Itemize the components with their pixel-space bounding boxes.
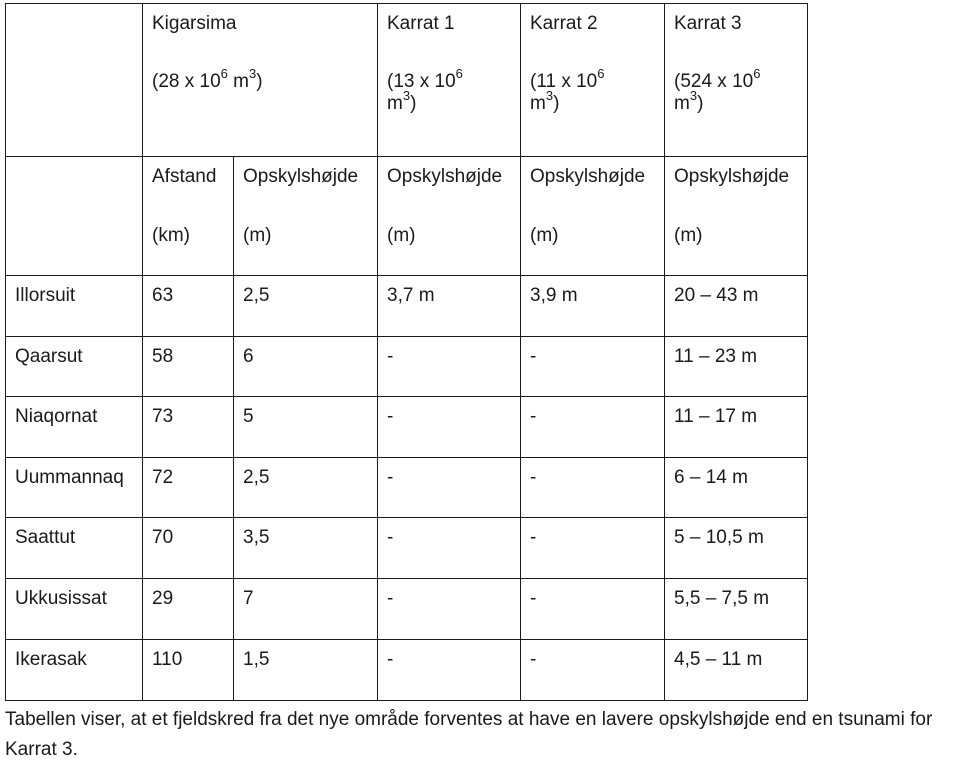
table-row: [6, 640, 808, 701]
karrat-1-runup: 3,7 m: [378, 276, 521, 337]
header-kigarsima: [143, 4, 378, 157]
subheader-runup-kigarsima: Opskylshøjde (m): [234, 157, 378, 276]
karrat-2-runup: -: [521, 397, 665, 458]
distance-value: 110: [143, 640, 234, 701]
header-karrat-1: [378, 4, 521, 157]
karrat-2-runup: -: [521, 458, 665, 518]
karrat-3-title: Karrat 3: [674, 13, 742, 34]
subheader-runup-karrat-3: Opskylshøjde (m): [665, 157, 808, 276]
kigarsima-runup: 1,5: [234, 640, 378, 701]
distance-value: 29: [143, 579, 234, 640]
place-name: Illorsuit: [6, 276, 143, 337]
table-row: [6, 276, 808, 337]
karrat-1-runup: -: [378, 640, 521, 701]
place-name: Ikerasak: [6, 640, 143, 701]
kigarsima-runup: 2,5: [234, 276, 378, 337]
kigarsima-runup: 6: [234, 337, 378, 397]
karrat-2-title: Karrat 2: [530, 13, 598, 34]
subheader-runup-karrat-1: Opskylshøjde (m): [378, 157, 521, 276]
distance-value: 70: [143, 518, 234, 579]
karrat-2-runup: -: [521, 579, 665, 640]
kigarsima-runup: 2,5: [234, 458, 378, 518]
karrat-3-runup: 11 – 23 m: [665, 337, 808, 397]
distance-value: 63: [143, 276, 234, 337]
karrat-1-volume: (13 x $10^6$ $m^3$): [387, 65, 463, 114]
karrat-3-runup: 5,5 – 7,5 m: [665, 579, 808, 640]
karrat-3-runup: 11 – 17 m: [665, 397, 808, 458]
karrat-3-runup: 4,5 – 11 m: [665, 640, 808, 701]
karrat-1-runup: -: [378, 458, 521, 518]
karrat-1-runup: -: [378, 579, 521, 640]
table-row: [6, 337, 808, 397]
kigarsima-title: Kigarsima: [152, 13, 237, 34]
place-name: Qaarsut: [6, 337, 143, 397]
karrat-2-runup: -: [521, 518, 665, 579]
subheader-runup-karrat-2: Opskylshøjde (m): [521, 157, 665, 276]
karrat-3-runup: 20 – 43 m: [665, 276, 808, 337]
subheader-row: [6, 157, 808, 276]
karrat-1-runup: -: [378, 518, 521, 579]
table-row: [6, 579, 808, 640]
table-row: [6, 397, 808, 458]
header-karrat-3: [665, 4, 808, 157]
subheader-distance: Afstand (km): [143, 157, 234, 276]
place-name: Niaqornat: [6, 397, 143, 458]
header-row: [6, 4, 808, 157]
subheader-empty-cell: [6, 157, 143, 276]
karrat-2-runup: -: [521, 337, 665, 397]
karrat-2-runup: -: [521, 640, 665, 701]
kigarsima-runup: 3,5: [234, 518, 378, 579]
place-name: Saattut: [6, 518, 143, 579]
karrat-1-runup: -: [378, 337, 521, 397]
header-karrat-2: [521, 4, 665, 157]
karrat-1-title: Karrat 1: [387, 13, 455, 34]
table-caption: Tabellen viser, at et fjeldskred fra det nye område forventes at have en lavere opskylshøjde end en tsunami for Karrat 3.: [5, 709, 933, 760]
karrat-3-runup: 5 – 10,5 m: [665, 518, 808, 579]
karrat-1-runup: -: [378, 397, 521, 458]
karrat-3-volume: (524 x $10^6$ $m^3$): [674, 65, 761, 114]
runup-table: [5, 3, 808, 701]
table-row: [6, 458, 808, 518]
kigarsima-volume: (28 x $10^6$ $m^3$): [152, 65, 263, 92]
place-name: Uummannaq: [6, 458, 143, 518]
distance-value: 73: [143, 397, 234, 458]
header-empty-cell: [6, 4, 143, 157]
kigarsima-runup: 7: [234, 579, 378, 640]
table-row: [6, 518, 808, 579]
distance-value: 58: [143, 337, 234, 397]
karrat-2-volume: (11 x $10^6$ $m^3$): [530, 65, 605, 114]
distance-value: 72: [143, 458, 234, 518]
karrat-3-runup: 6 – 14 m: [665, 458, 808, 518]
kigarsima-runup: 5: [234, 397, 378, 458]
karrat-2-runup: 3,9 m: [521, 276, 665, 337]
place-name: Ukkusissat: [6, 579, 143, 640]
